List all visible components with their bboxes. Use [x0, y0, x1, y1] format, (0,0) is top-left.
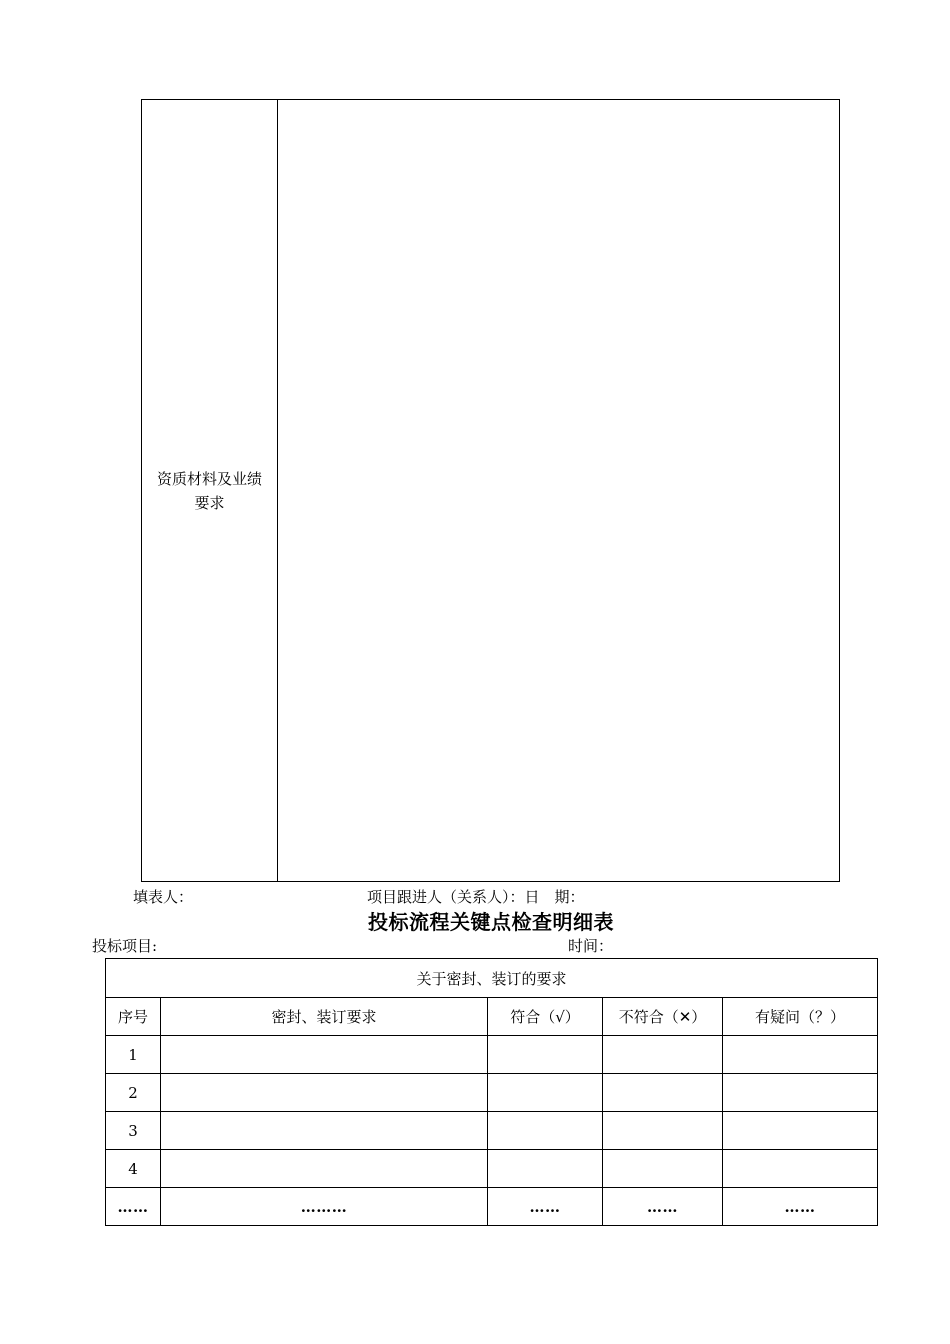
question-cell[interactable] [723, 1036, 878, 1074]
table-row-ellipsis [106, 1188, 878, 1226]
row-index: 3 [106, 1112, 161, 1150]
column-header-index: 序号 [106, 998, 161, 1036]
qualification-content-cell[interactable] [278, 100, 839, 881]
qualification-label-line1: 资质材料及业绩 [156, 469, 262, 488]
table-row [106, 1150, 878, 1188]
question-cell[interactable] [723, 1150, 878, 1188]
compliant-cell[interactable] [488, 1150, 603, 1188]
column-header-noncompliant: 不符合（✕） [603, 998, 723, 1036]
table-row [106, 1112, 878, 1150]
question-cell[interactable] [723, 1112, 878, 1150]
compliant-cell[interactable] [488, 1036, 603, 1074]
noncompliant-cell[interactable] [603, 1150, 723, 1188]
section-header: 关于密封、装订的要求 [106, 959, 878, 998]
noncompliant-cell[interactable] [603, 1074, 723, 1112]
compliant-cell[interactable] [488, 1074, 603, 1112]
qualification-label-cell [142, 100, 278, 881]
section-header-row [106, 959, 878, 998]
qualification-requirements-table [141, 99, 840, 882]
noncompliant-cell[interactable] [603, 1112, 723, 1150]
time-label: 时间： [568, 937, 614, 955]
column-header-requirement: 密封、装订要求 [161, 998, 488, 1036]
requirement-cell[interactable] [161, 1150, 488, 1188]
requirement-cell[interactable] [161, 1074, 488, 1112]
requirement-cell[interactable] [161, 1112, 488, 1150]
project-label: 投标项目: [92, 937, 158, 955]
table-row [106, 1036, 878, 1074]
filler-label: 填表人： [133, 888, 194, 906]
requirement-ellipsis: ……… [161, 1188, 488, 1226]
noncompliant-ellipsis: …… [603, 1188, 723, 1226]
question-cell[interactable] [723, 1074, 878, 1112]
follow-up-date-label: 项目跟进人（关系人）：日 期： [367, 888, 585, 906]
row-index: 2 [106, 1074, 161, 1112]
compliant-cell[interactable] [488, 1112, 603, 1150]
compliant-ellipsis: …… [488, 1188, 603, 1226]
row-index: 4 [106, 1150, 161, 1188]
row-index: 1 [106, 1036, 161, 1074]
table-row [106, 1074, 878, 1112]
column-header-question: 有疑问（？） [723, 998, 878, 1036]
qualification-label-line2: 要求 [194, 493, 225, 512]
column-header-compliant: 符合（√） [488, 998, 603, 1036]
row-index-ellipsis: …… [106, 1188, 161, 1226]
column-header-row [106, 998, 878, 1036]
requirement-cell[interactable] [161, 1036, 488, 1074]
question-ellipsis: …… [723, 1188, 878, 1226]
checklist-title: 投标流程关键点检查明细表 [368, 910, 614, 934]
noncompliant-cell[interactable] [603, 1036, 723, 1074]
checklist-table [105, 958, 878, 1226]
